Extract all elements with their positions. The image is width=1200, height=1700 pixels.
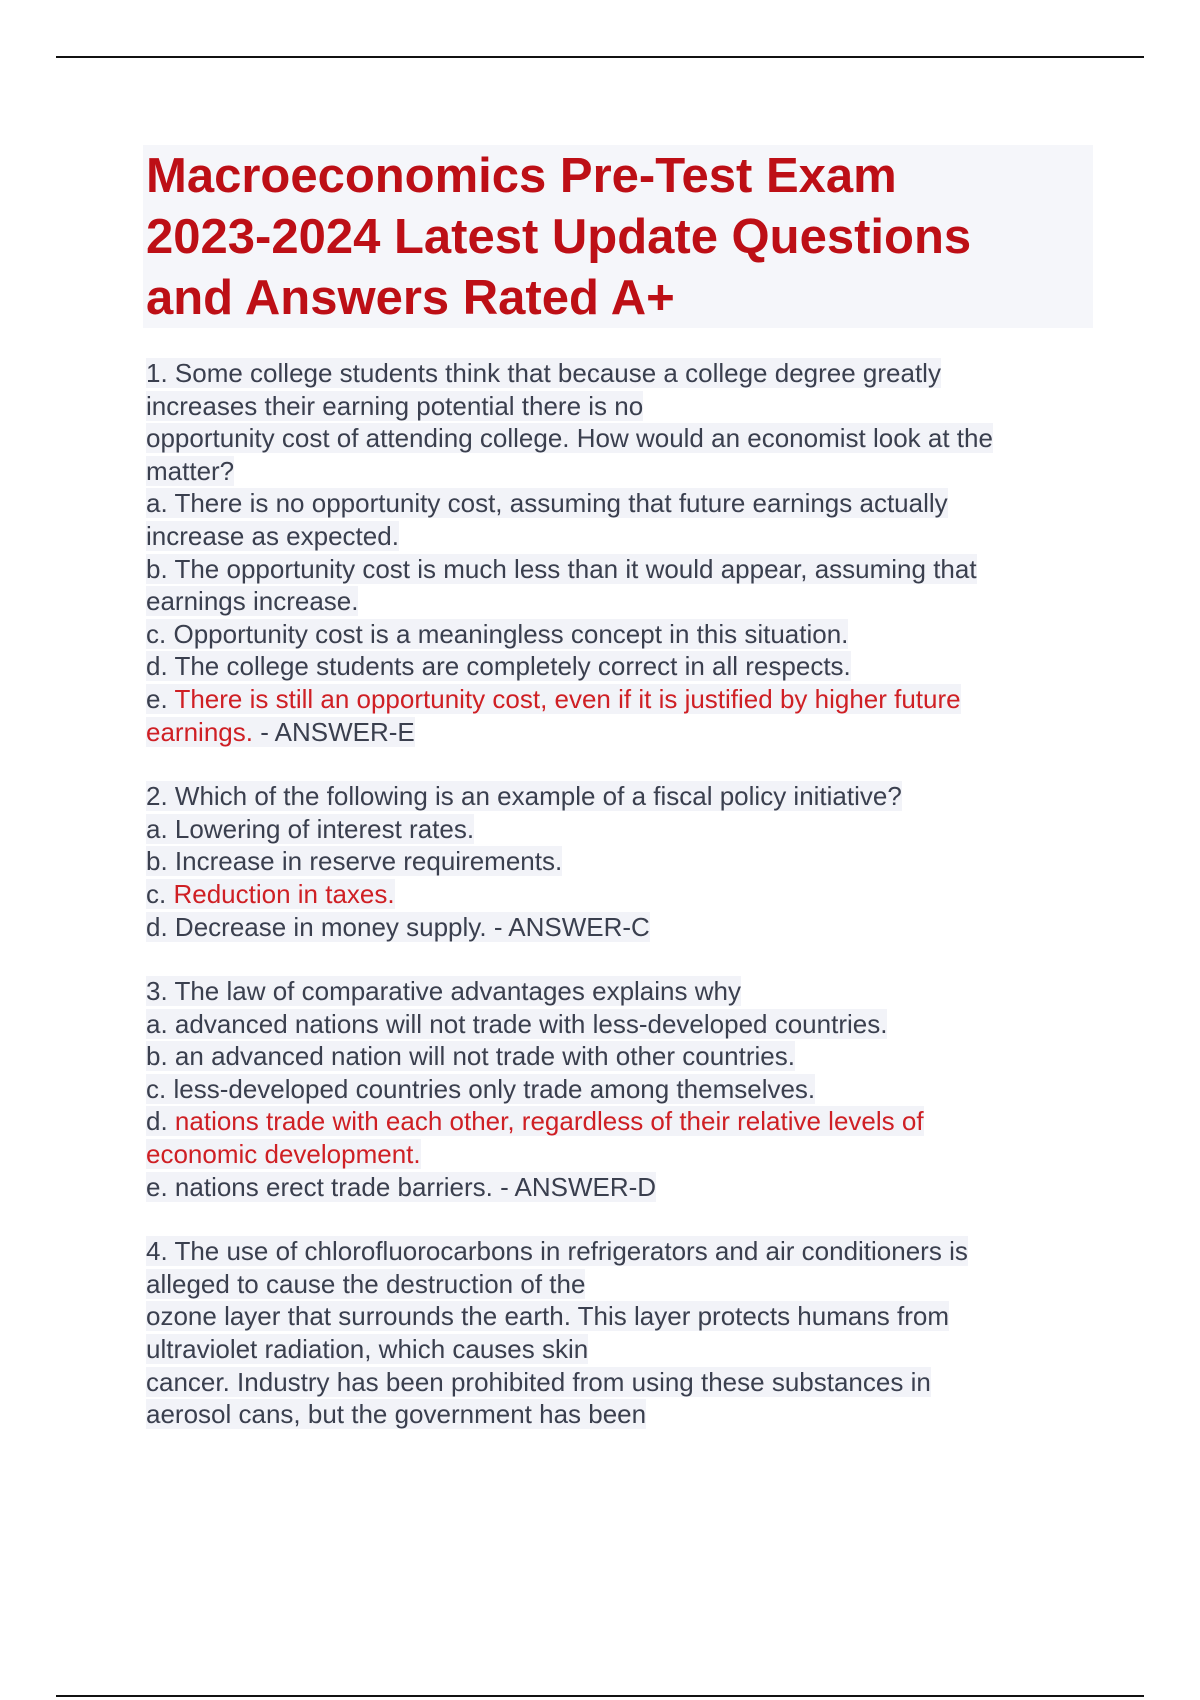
answer-option-e-continued xyxy=(146,716,1086,749)
title-line: and Answers Rated A+ xyxy=(146,271,675,325)
question-stem-line: aerosol cans, but the government has been xyxy=(146,1399,647,1430)
answer-option-a-continued: increase as expected. xyxy=(146,520,399,551)
question-list xyxy=(146,357,1086,1463)
question-stem-line: 4. The use of chlorofluorocarbons in refrigerators and air conditioners is xyxy=(146,1236,968,1267)
option-letter: b. xyxy=(146,1041,168,1072)
answer-option-b-continued: earnings increase. xyxy=(146,586,359,617)
option-text: Decrease in money supply. xyxy=(174,911,487,942)
option-letter: e. xyxy=(146,1171,168,1202)
answer-option-d xyxy=(146,650,1086,683)
question-stem-line: matter? xyxy=(146,455,235,486)
question-stem-line: cancer. Industry has been prohibited from using these substances in xyxy=(146,1366,931,1397)
option-text: The opportunity cost is much less than it would appear, assuming that xyxy=(174,553,977,584)
answer-option-a xyxy=(146,1008,1086,1041)
option-text: advanced nations will not trade with less-developed countries. xyxy=(174,1008,888,1039)
option-text: Increase in reserve requirements. xyxy=(174,846,563,877)
question-stem-line: 1. Some college students think that because a college degree greatly xyxy=(146,358,941,388)
answer-key: - ANSWER-E xyxy=(252,716,415,747)
option-text: There is no opportunity cost, assuming that future earnings actually xyxy=(174,488,948,519)
question-stem-line: ozone layer that surrounds the earth. This layer protects humans from xyxy=(146,1301,950,1332)
option-text: The college students are completely correct in all respects. xyxy=(174,651,851,682)
answer-option-c xyxy=(146,1073,1086,1106)
option-letter: e. xyxy=(146,683,168,714)
option-letter: c. xyxy=(146,878,167,909)
answer-key: - ANSWER-D xyxy=(492,1171,657,1202)
question-stem-line: alleged to cause the destruction of the xyxy=(146,1268,586,1299)
title-line: 2023-2024 Latest Update Questions xyxy=(146,210,972,264)
correct-option-text: nations trade with each other, regardless of their relative levels of xyxy=(174,1106,924,1137)
question-stem-line: increases their earning potential there is no xyxy=(146,390,644,421)
correct-option-text: economic development. xyxy=(146,1139,421,1170)
correct-option-text: earnings. xyxy=(146,716,253,747)
option-letter: d. xyxy=(146,1106,168,1137)
option-letter: a. xyxy=(146,1008,168,1039)
answer-option-e xyxy=(146,1171,1086,1204)
option-letter: d. xyxy=(146,651,168,682)
option-letter: c. xyxy=(146,1073,167,1104)
question-2 xyxy=(146,780,1086,943)
option-letter: a. xyxy=(146,488,168,519)
answer-option-b xyxy=(146,845,1086,878)
option-text: Opportunity cost is a meaningless concept in this situation. xyxy=(173,618,849,649)
question-3 xyxy=(146,975,1086,1203)
answer-option-d xyxy=(146,911,1086,944)
header-rule xyxy=(56,56,1144,58)
answer-option-a xyxy=(146,813,1086,846)
answer-option-c xyxy=(146,618,1086,651)
answer-option-d-continued xyxy=(146,1138,1086,1171)
question-stem-line: 2. Which of the following is an example of a fiscal policy initiative? xyxy=(146,781,902,812)
option-letter: c. xyxy=(146,618,167,649)
answer-key: - ANSWER-C xyxy=(486,911,650,942)
option-text: an advanced nation will not trade with other countries. xyxy=(174,1041,795,1072)
answer-option-b xyxy=(146,1040,1086,1073)
answer-option-a xyxy=(146,487,1086,520)
answer-option-c-correct xyxy=(146,878,1086,911)
document-title xyxy=(146,146,1086,329)
title-line: Macroeconomics Pre-Test Exam xyxy=(146,149,897,203)
answer-option-e-correct xyxy=(146,683,1086,716)
question-1 xyxy=(146,357,1086,748)
answer-option-d-correct xyxy=(146,1105,1086,1138)
option-text: Lowering of interest rates. xyxy=(174,813,475,844)
question-stem-line: opportunity cost of attending college. How would an economist look at the xyxy=(146,423,993,454)
option-letter: b. xyxy=(146,553,168,584)
option-text: nations erect trade barriers. xyxy=(174,1171,493,1202)
correct-option-text: Reduction in taxes. xyxy=(173,878,395,909)
question-4 xyxy=(146,1235,1086,1431)
option-letter: a. xyxy=(146,813,168,844)
footer-rule xyxy=(56,1695,1144,1697)
option-letter: b. xyxy=(146,846,168,877)
question-stem-line: ultraviolet radiation, which causes skin xyxy=(146,1334,589,1365)
option-text: less-developed countries only trade among themselves. xyxy=(173,1073,816,1104)
answer-option-b xyxy=(146,553,1086,586)
option-letter: d. xyxy=(146,911,168,942)
question-stem-line: 3. The law of comparative advantages explains why xyxy=(146,976,741,1007)
correct-option-text: There is still an opportunity cost, even if it is justified by higher future xyxy=(174,683,961,714)
